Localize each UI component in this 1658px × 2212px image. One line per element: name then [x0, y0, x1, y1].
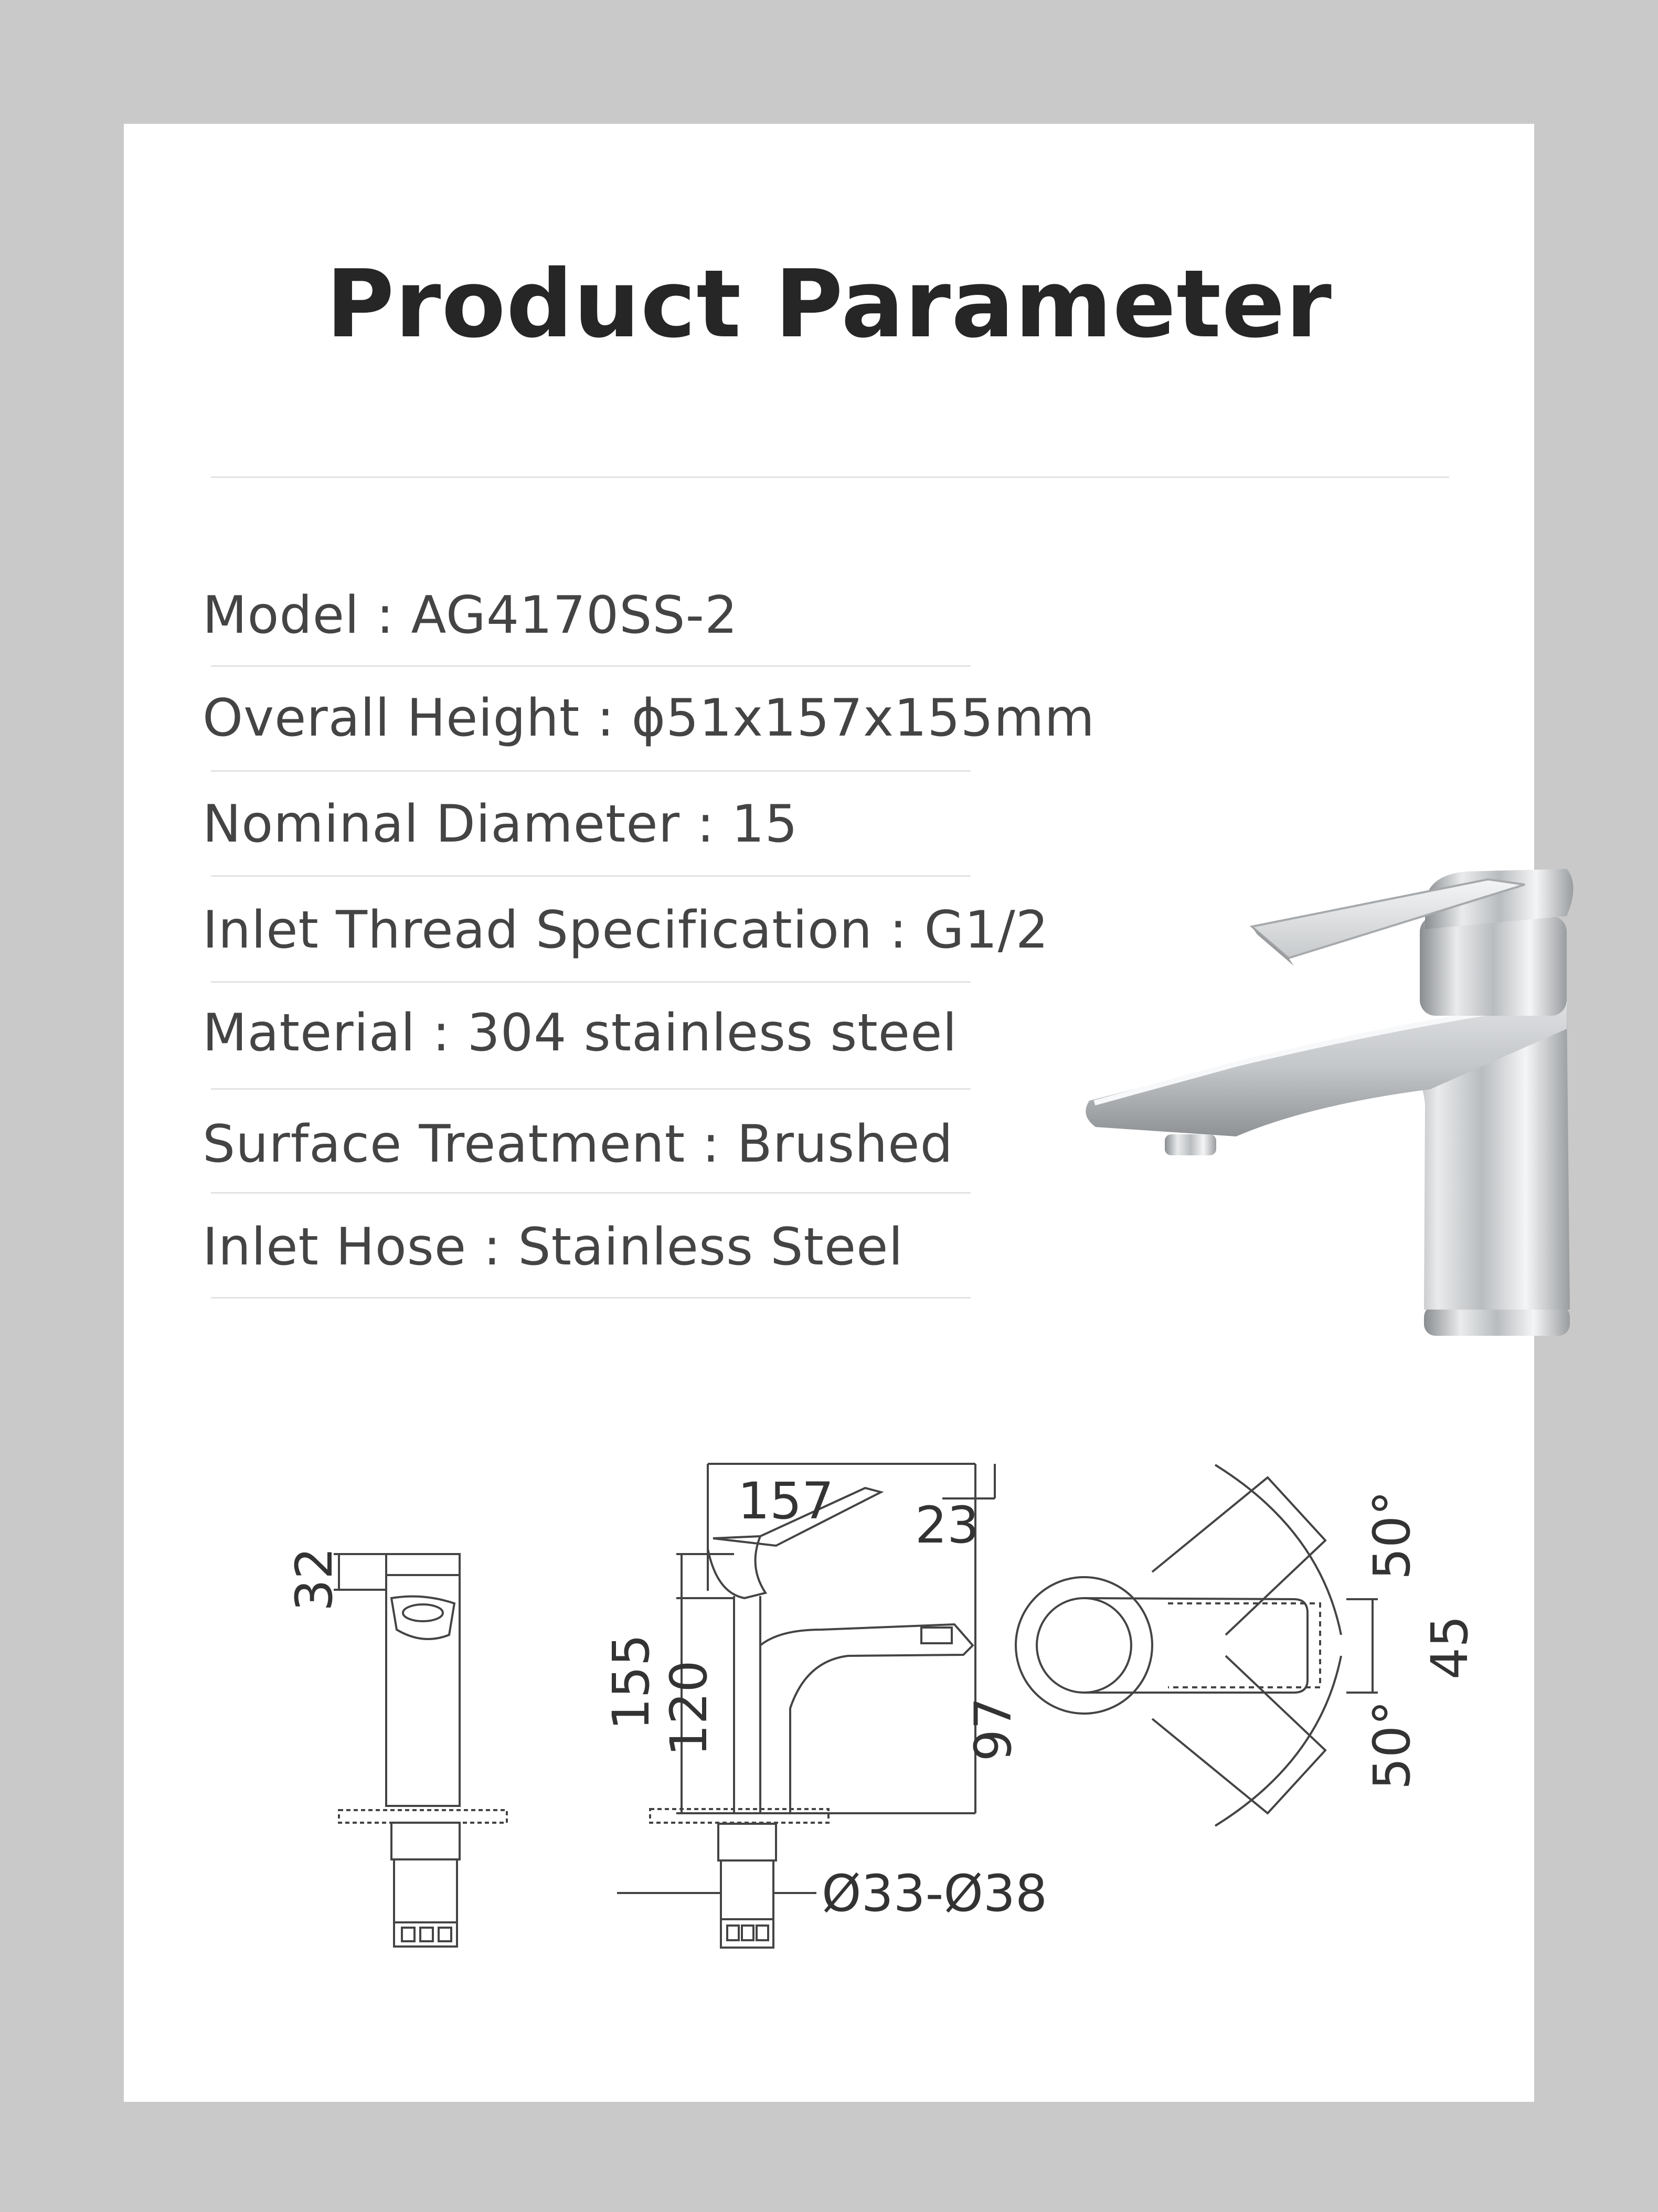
spec-model: Model : AG4170SS-2 — [203, 586, 738, 645]
spec-divider — [211, 1192, 971, 1194]
spec-surface-treatment: Surface Treatment : Brushed — [203, 1114, 953, 1174]
page-title: Product Parameter — [326, 250, 1332, 358]
spec-nominal-diameter: Nominal Diameter : 15 — [203, 794, 799, 854]
product-card — [124, 124, 1534, 2102]
technical-drawing — [124, 1435, 1534, 2065]
dim-32-label: 32 — [285, 1547, 344, 1612]
dim-23-label: 23 — [915, 1496, 980, 1555]
dim-hole-diameter-label: Ø33-Ø38 — [822, 1864, 1048, 1923]
spec-divider — [211, 875, 971, 877]
spec-inlet-hose: Inlet Hose : Stainless Steel — [203, 1217, 904, 1277]
spec-divider — [211, 665, 971, 667]
dim-155-label: 155 — [602, 1634, 661, 1730]
side-view — [334, 1554, 507, 1947]
dim-157-label: 157 — [738, 1472, 834, 1530]
spec-divider — [211, 1297, 971, 1299]
dim-97-label: 97 — [964, 1697, 1023, 1762]
title-divider — [211, 476, 1449, 478]
faucet-product-image — [942, 727, 1593, 1409]
dim-45-label: 45 — [1420, 1615, 1479, 1680]
spec-divider — [211, 1088, 971, 1090]
spec-overall-height: Overall Height : ϕ51x157x155mm — [203, 688, 1096, 748]
spec-material: Material : 304 stainless steel — [203, 1003, 958, 1063]
top-view — [1016, 1465, 1378, 1826]
dim-120-label: 120 — [660, 1660, 718, 1757]
spec-inlet-thread: Inlet Thread Specification : G1/2 — [203, 900, 1049, 960]
spec-divider — [211, 981, 971, 983]
dim-50-bottom-label: 50° — [1363, 1700, 1421, 1790]
dim-50-top-label: 50° — [1363, 1490, 1421, 1580]
spec-divider — [211, 770, 971, 772]
